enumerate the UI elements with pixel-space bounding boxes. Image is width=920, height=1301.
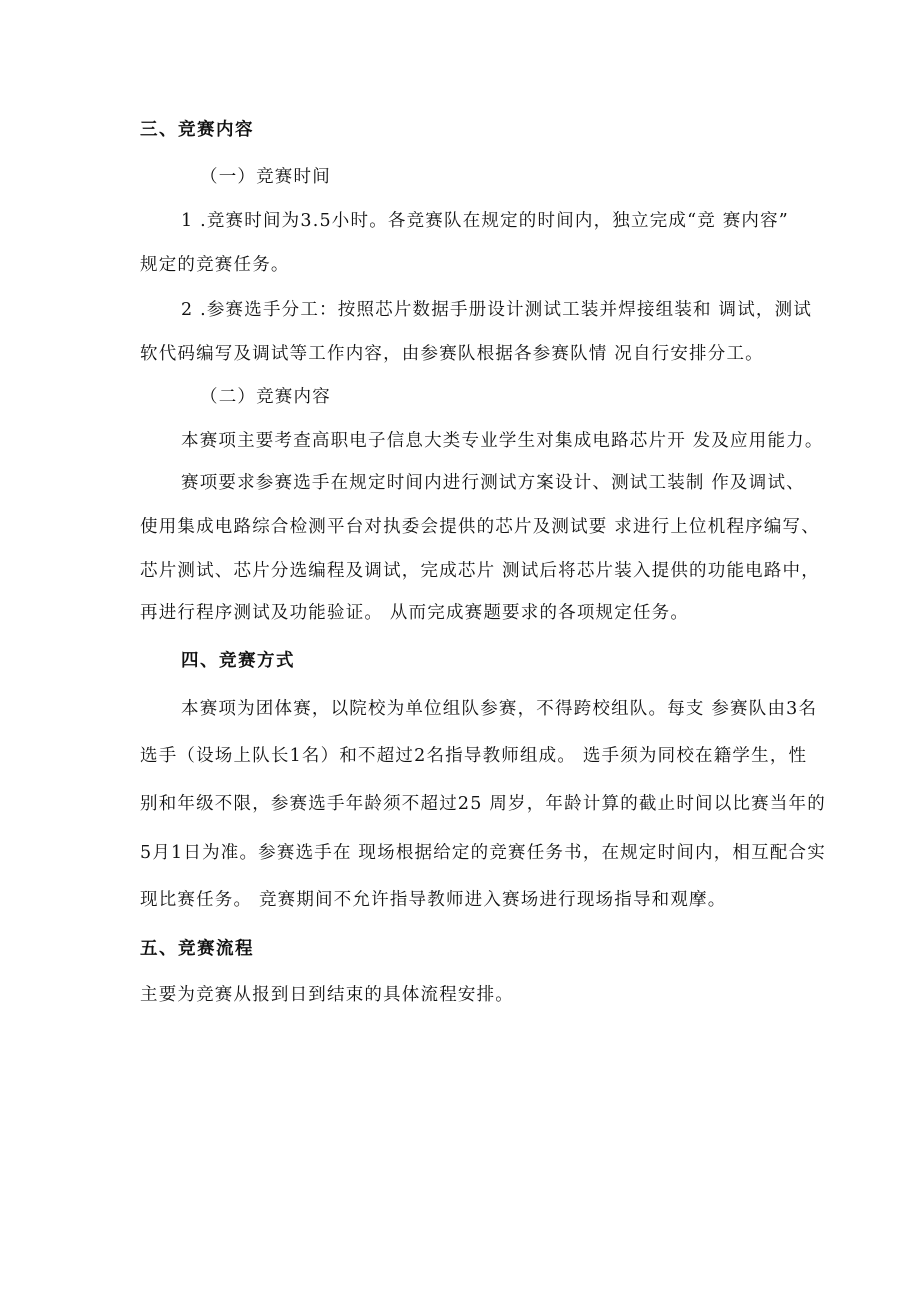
competition-content-line-2: 赛项要求参赛选手在规定时间内进行测试方案设计、测试工装制 作及调试、: [181, 473, 805, 493]
competition-time-item-2-line-2: 软代码编写及调试等工作内容，由参赛队根据各参赛队情 况自行安排分工。: [140, 344, 764, 364]
subsection-competition-time-heading: （一）竞赛时间: [200, 167, 331, 187]
competition-content-line-4: 芯片测试、芯片分选编程及调试，完成芯片 测试后将芯片装入提供的功能电路中，: [140, 561, 820, 581]
competition-format-line-4: 5月1日为准。参赛选手在 现场根据给定的竞赛任务书，在规定时间内，相互配合实: [140, 843, 826, 863]
competition-time-item-1-line-2: 规定的竞赛任务。: [140, 255, 290, 275]
competition-format-line-3: 别和年级不限，参赛选手年龄须不超过25 周岁，年龄计算的截止时间以比赛当年的: [140, 794, 826, 814]
subsection-competition-content-heading: （二）竞赛内容: [200, 387, 331, 407]
competition-process-line-1: 主要为竞赛从报到日到结束的具体流程安排。: [140, 985, 514, 1005]
competition-format-line-5: 现比赛任务。 竞赛期间不允许指导教师进入赛场进行现场指导和观摩。: [140, 890, 727, 910]
competition-time-item-1-line-1: 1 .竞赛时间为3.5小时。各竞赛队在规定的时间内，独立完成“竞 赛内容”: [181, 211, 789, 231]
section-5-heading: 五、竞赛流程: [140, 939, 254, 959]
competition-content-line-5: 再进行程序测试及功能验证。 从而完成赛题要求的各项规定任务。: [140, 603, 690, 623]
competition-content-line-3: 使用集成电路综合检测平台对执委会提供的芯片及测试要 求进行上位机程序编写、: [140, 517, 820, 537]
competition-format-line-2: 选手（设场上队长1名）和不超过2名指导教师组成。 选手须为同校在籍学生，性: [140, 746, 808, 766]
section-4-heading: 四、竞赛方式: [181, 651, 295, 671]
competition-time-item-2-line-1: 2 .参赛选手分工：按照芯片数据手册设计测试工装并焊接组装和 调试，测试: [181, 300, 813, 320]
competition-format-line-1: 本赛项为团体赛，以院校为单位组队参赛，不得跨校组队。每支 参赛队由3名: [181, 699, 818, 719]
section-3-heading: 三、竞赛内容: [140, 120, 254, 140]
competition-content-line-1: 本赛项主要考查高职电子信息大类专业学生对集成电路芯片开 发及应用能力。: [181, 431, 824, 451]
